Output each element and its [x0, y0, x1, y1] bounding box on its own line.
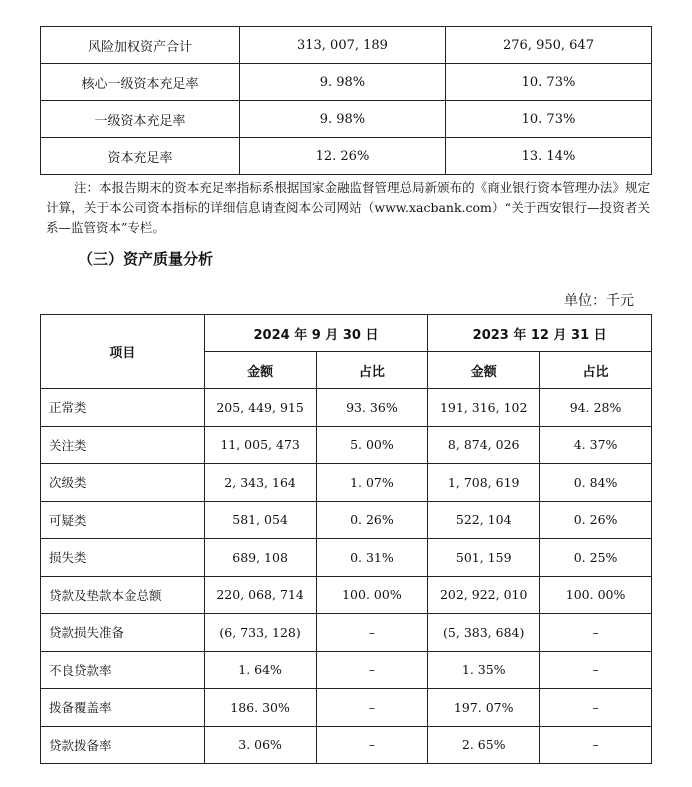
amount-2024: 205, 449, 915	[204, 389, 316, 427]
amount-2024: 3. 06%	[204, 726, 316, 764]
ratio-2023: –	[540, 689, 652, 727]
amount-2024: 581, 054	[204, 501, 316, 539]
table-row	[41, 614, 652, 652]
value-prior: 276, 950, 647	[445, 27, 651, 64]
ratio-2024: 100. 00%	[316, 576, 428, 614]
ratio-2023: 0. 25%	[540, 539, 652, 577]
row-label: 损失类	[41, 539, 205, 577]
amount-2024: 220, 068, 714	[204, 576, 316, 614]
row-label: 贷款拨备率	[41, 726, 205, 764]
amount-2024: 689, 108	[204, 539, 316, 577]
amount-2023: 197. 07%	[428, 689, 540, 727]
ratio-2024: 0. 26%	[316, 501, 428, 539]
header-amount-2023: 金额	[428, 352, 540, 389]
ratio-2024: –	[316, 689, 428, 727]
ratio-2023: –	[540, 651, 652, 689]
ratio-2024: 0. 31%	[316, 539, 428, 577]
unit-label: 单位：千元	[564, 293, 634, 309]
section-title: （三）资产质量分析	[78, 250, 214, 268]
amount-2024: 2, 343, 164	[204, 464, 316, 502]
amount-2023: 2. 65%	[428, 726, 540, 764]
ratio-2024: 93. 36%	[316, 389, 428, 427]
ratio-2023: –	[540, 726, 652, 764]
amount-2023: 1. 35%	[428, 651, 540, 689]
row-label: 贷款损失准备	[41, 614, 205, 652]
ratio-2024: –	[316, 651, 428, 689]
row-label: 资本充足率	[41, 138, 240, 175]
amount-2023: 191, 316, 102	[428, 389, 540, 427]
table-row	[41, 539, 652, 577]
row-label: 次级类	[41, 464, 205, 502]
asset-quality-table	[40, 314, 652, 764]
amount-2024: 186. 30%	[204, 689, 316, 727]
table-row	[41, 726, 652, 764]
amount-2023: 501, 159	[428, 539, 540, 577]
table-row	[41, 576, 652, 614]
amount-2024: 11, 005, 473	[204, 426, 316, 464]
capital-note: 注：本报告期末的资本充足率指标系根据国家金融监督管理总局新颁布的《商业银行资本管理办法》规定计算，关于本公司资本指标的详细信息请查阅本公司网站（www.xacbank.com）“关于西安银行—投资者关系—监管资本”专栏。	[46, 180, 650, 235]
row-label: 一级资本充足率	[41, 101, 240, 138]
value-current: 9. 98%	[239, 101, 445, 138]
value-prior: 10. 73%	[445, 64, 651, 101]
amount-2024: 1. 64%	[204, 651, 316, 689]
table-row	[41, 138, 652, 175]
ratio-2023: –	[540, 614, 652, 652]
header-period-2023: 2023 年 12 月 31 日	[428, 315, 652, 352]
ratio-2023: 100. 00%	[540, 576, 652, 614]
value-prior: 13. 14%	[445, 138, 651, 175]
ratio-2023: 4. 37%	[540, 426, 652, 464]
header-ratio-2024: 占比	[316, 352, 428, 389]
row-label: 正常类	[41, 389, 205, 427]
amount-2023: 202, 922, 010	[428, 576, 540, 614]
row-label: 不良贷款率	[41, 651, 205, 689]
row-label: 核心一级资本充足率	[41, 64, 240, 101]
row-label: 拨备覆盖率	[41, 689, 205, 727]
amount-2023: 1, 708, 619	[428, 464, 540, 502]
amount-2023: 522, 104	[428, 501, 540, 539]
row-label: 关注类	[41, 426, 205, 464]
capital-adequacy-table	[40, 26, 652, 175]
row-label: 贷款及垫款本金总额	[41, 576, 205, 614]
value-current: 9. 98%	[239, 64, 445, 101]
amount-2024: (6, 733, 128)	[204, 614, 316, 652]
amount-2023: 8, 874, 026	[428, 426, 540, 464]
table-row	[41, 64, 652, 101]
table-row	[41, 389, 652, 427]
table-row	[41, 27, 652, 64]
header-period-2024: 2024 年 9 月 30 日	[204, 315, 428, 352]
ratio-2023: 0. 26%	[540, 501, 652, 539]
table-row	[41, 651, 652, 689]
value-prior: 10. 73%	[445, 101, 651, 138]
table-row	[41, 101, 652, 138]
amount-2023: (5, 383, 684)	[428, 614, 540, 652]
header-item: 项目	[41, 315, 205, 389]
table-row	[41, 689, 652, 727]
value-current: 12. 26%	[239, 138, 445, 175]
ratio-2024: 1. 07%	[316, 464, 428, 502]
ratio-2024: 5. 00%	[316, 426, 428, 464]
ratio-2024: –	[316, 614, 428, 652]
ratio-2023: 94. 28%	[540, 389, 652, 427]
ratio-2023: 0. 84%	[540, 464, 652, 502]
value-current: 313, 007, 189	[239, 27, 445, 64]
ratio-2024: –	[316, 726, 428, 764]
header-amount-2024: 金额	[204, 352, 316, 389]
table-row	[41, 464, 652, 502]
table-row	[41, 501, 652, 539]
row-label: 可疑类	[41, 501, 205, 539]
row-label: 风险加权资产合计	[41, 27, 240, 64]
header-ratio-2023: 占比	[540, 352, 652, 389]
table-row	[41, 426, 652, 464]
